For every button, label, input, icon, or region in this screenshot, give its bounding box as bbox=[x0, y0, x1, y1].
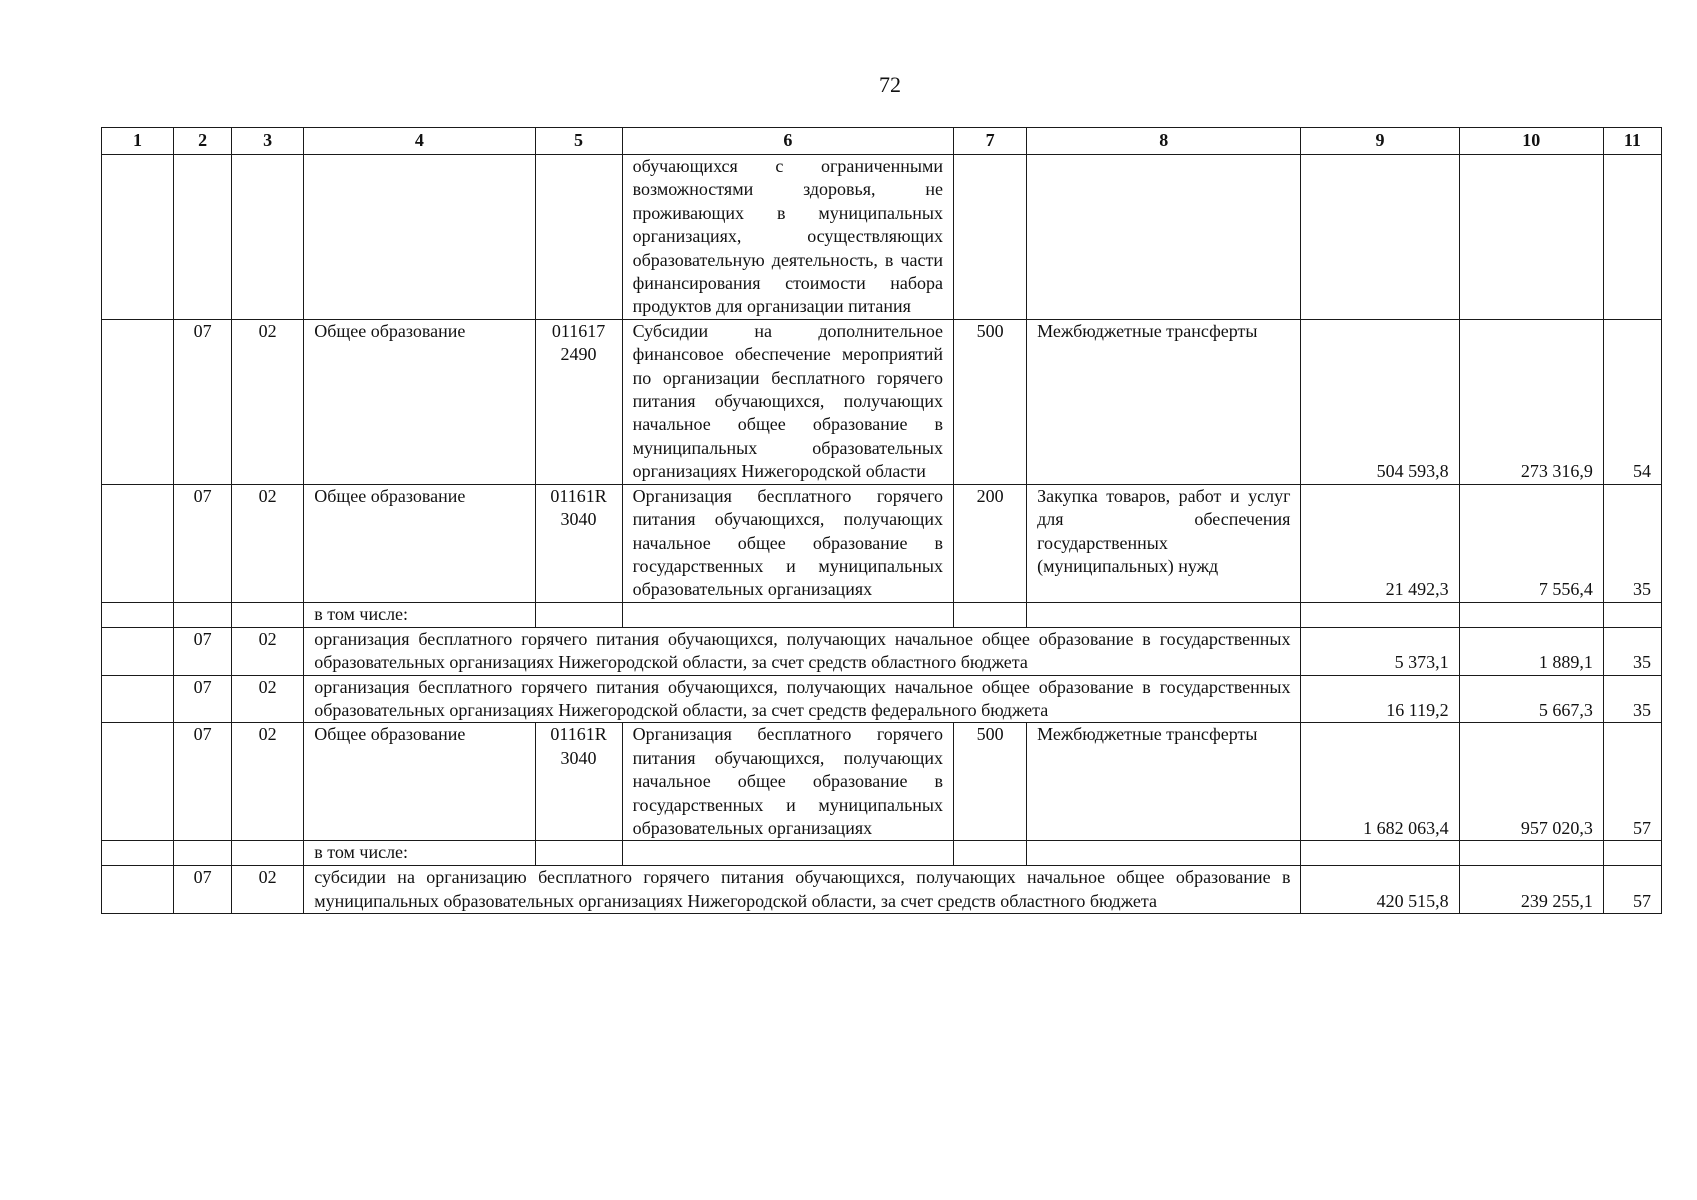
cell-section: 07 bbox=[174, 627, 232, 675]
cell-section-name: Общее образование bbox=[304, 319, 535, 484]
cell-col1 bbox=[102, 484, 174, 602]
column-header-7: 7 bbox=[954, 128, 1027, 155]
header-row bbox=[102, 128, 1662, 155]
cell-section: 07 bbox=[174, 319, 232, 484]
column-header-11: 11 bbox=[1603, 128, 1661, 155]
cell-section bbox=[174, 155, 232, 320]
cell-expense-type-code bbox=[954, 841, 1027, 866]
cell-amount: 21 492,3 bbox=[1301, 484, 1459, 602]
column-header-8: 8 bbox=[1027, 128, 1301, 155]
cell-section: 07 bbox=[174, 675, 232, 723]
cell-expense-type-name bbox=[1027, 841, 1301, 866]
cell-target-code bbox=[535, 841, 622, 866]
cell-merged-description: организация бесплатного горячего питания обучающихся, получающих начальное общее образование в государственных образовательных организациях Нижегородской области, за счет средств областного бюджета bbox=[304, 627, 1301, 675]
cell-section-name: Общее образование bbox=[304, 723, 535, 841]
cell-target-code: 01161R 3040 bbox=[535, 484, 622, 602]
column-header-9: 9 bbox=[1301, 128, 1459, 155]
cell-col1 bbox=[102, 319, 174, 484]
column-header-4: 4 bbox=[304, 128, 535, 155]
column-header-5: 5 bbox=[535, 128, 622, 155]
cell-description bbox=[622, 602, 953, 627]
cell-including-label: в том числе: bbox=[304, 841, 535, 866]
cell-amount-executed: 273 316,9 bbox=[1459, 319, 1603, 484]
cell-percent: 35 bbox=[1603, 627, 1661, 675]
cell-expense-type-name: Закупка товаров, работ и услуг для обеспечения государственных (муниципальных) нужд bbox=[1027, 484, 1301, 602]
column-header-3: 3 bbox=[232, 128, 304, 155]
cell-col1 bbox=[102, 155, 174, 320]
cell-amount: 16 119,2 bbox=[1301, 675, 1459, 723]
cell-amount: 1 682 063,4 bbox=[1301, 723, 1459, 841]
cell-expense-type-code: 200 bbox=[954, 484, 1027, 602]
cell-expense-type-name bbox=[1027, 602, 1301, 627]
cell-section: 07 bbox=[174, 866, 232, 914]
table-row bbox=[102, 723, 1662, 841]
cell-amount-executed: 1 889,1 bbox=[1459, 627, 1603, 675]
table-row bbox=[102, 484, 1662, 602]
cell-expense-type-code bbox=[954, 602, 1027, 627]
table-row bbox=[102, 675, 1662, 723]
table-row-subtotal-label bbox=[102, 602, 1662, 627]
cell-percent: 35 bbox=[1603, 675, 1661, 723]
table-row-subtotal-label bbox=[102, 841, 1662, 866]
cell-col1 bbox=[102, 866, 174, 914]
cell-amount-executed: 5 667,3 bbox=[1459, 675, 1603, 723]
cell-target-code bbox=[535, 155, 622, 320]
cell-description: Организация бесплатного горячего питания обучающихся, получающих начальное общее образование в государственных и муниципальных образовательных организациях bbox=[622, 723, 953, 841]
cell-section-name: Общее образование bbox=[304, 484, 535, 602]
budget-table bbox=[101, 127, 1662, 914]
cell-description: Субсидии на дополнительное финансовое обеспечение мероприятий по организации бесплатного горячего питания обучающихся, получающих начальное общее образование в муниципальных образовательных организациях Нижегородской области bbox=[622, 319, 953, 484]
cell-merged-description: организация бесплатного горячего питания обучающихся, получающих начальное общее образование в государственных образовательных организациях Нижегородской области, за счет средств федерального бюджета bbox=[304, 675, 1301, 723]
column-header-2: 2 bbox=[174, 128, 232, 155]
cell-amount bbox=[1301, 155, 1459, 320]
cell-section bbox=[174, 841, 232, 866]
cell-target-code: 01161R 3040 bbox=[535, 723, 622, 841]
cell-amount-executed bbox=[1459, 155, 1603, 320]
cell-section: 07 bbox=[174, 723, 232, 841]
cell-amount-executed: 239 255,1 bbox=[1459, 866, 1603, 914]
cell-section-name bbox=[304, 155, 535, 320]
table-row bbox=[102, 319, 1662, 484]
cell-target-code: 011617 2490 bbox=[535, 319, 622, 484]
cell-col1 bbox=[102, 675, 174, 723]
cell-subsection bbox=[232, 602, 304, 627]
cell-expense-type-name: Межбюджетные трансферты bbox=[1027, 723, 1301, 841]
cell-description bbox=[622, 841, 953, 866]
column-header-6: 6 bbox=[622, 128, 953, 155]
cell-subsection bbox=[232, 155, 304, 320]
cell-expense-type-name: Межбюджетные трансферты bbox=[1027, 319, 1301, 484]
column-header-10: 10 bbox=[1459, 128, 1603, 155]
cell-target-code bbox=[535, 602, 622, 627]
cell-subsection: 02 bbox=[232, 627, 304, 675]
table-row bbox=[102, 866, 1662, 914]
cell-subsection: 02 bbox=[232, 723, 304, 841]
cell-amount: 5 373,1 bbox=[1301, 627, 1459, 675]
cell-subsection: 02 bbox=[232, 484, 304, 602]
cell-expense-type-code bbox=[954, 155, 1027, 320]
cell-percent: 54 bbox=[1603, 319, 1661, 484]
cell-amount-executed: 7 556,4 bbox=[1459, 484, 1603, 602]
page-number: 72 bbox=[879, 72, 901, 97]
table-row bbox=[102, 627, 1662, 675]
cell-amount: 504 593,8 bbox=[1301, 319, 1459, 484]
cell-col1 bbox=[102, 723, 174, 841]
cell-amount-executed: 957 020,3 bbox=[1459, 723, 1603, 841]
cell-amount bbox=[1301, 841, 1459, 866]
cell-subsection: 02 bbox=[232, 866, 304, 914]
cell-amount-executed bbox=[1459, 841, 1603, 866]
cell-amount bbox=[1301, 602, 1459, 627]
table-row bbox=[102, 155, 1662, 320]
cell-expense-type-code: 500 bbox=[954, 723, 1027, 841]
cell-percent: 57 bbox=[1603, 866, 1661, 914]
cell-subsection bbox=[232, 841, 304, 866]
cell-col1 bbox=[102, 627, 174, 675]
cell-percent bbox=[1603, 155, 1661, 320]
column-header-1: 1 bbox=[102, 128, 174, 155]
cell-description: обучающихся с ограниченными возможностями здоровья, не проживающих в муниципальных организациях, осуществляющих образовательную деятельность, в части финансирования стоимости набора продуктов для организации питания bbox=[622, 155, 953, 320]
cell-including-label: в том числе: bbox=[304, 602, 535, 627]
cell-percent: 35 bbox=[1603, 484, 1661, 602]
cell-section bbox=[174, 602, 232, 627]
cell-description: Организация бесплатного горячего питания обучающихся, получающих начальное общее образование в государственных и муниципальных образовательных организациях bbox=[622, 484, 953, 602]
cell-amount: 420 515,8 bbox=[1301, 866, 1459, 914]
cell-section: 07 bbox=[174, 484, 232, 602]
cell-col1 bbox=[102, 841, 174, 866]
cell-percent bbox=[1603, 602, 1661, 627]
cell-percent bbox=[1603, 841, 1661, 866]
cell-expense-type-code: 500 bbox=[954, 319, 1027, 484]
cell-col1 bbox=[102, 602, 174, 627]
cell-subsection: 02 bbox=[232, 675, 304, 723]
cell-percent: 57 bbox=[1603, 723, 1661, 841]
cell-subsection: 02 bbox=[232, 319, 304, 484]
cell-merged-description: субсидии на организацию бесплатного горячего питания обучающихся, получающих начальное общее образование в муниципальных образовательных организациях Нижегородской области, за счет средств областного бюджета bbox=[304, 866, 1301, 914]
cell-amount-executed bbox=[1459, 602, 1603, 627]
cell-expense-type-name bbox=[1027, 155, 1301, 320]
